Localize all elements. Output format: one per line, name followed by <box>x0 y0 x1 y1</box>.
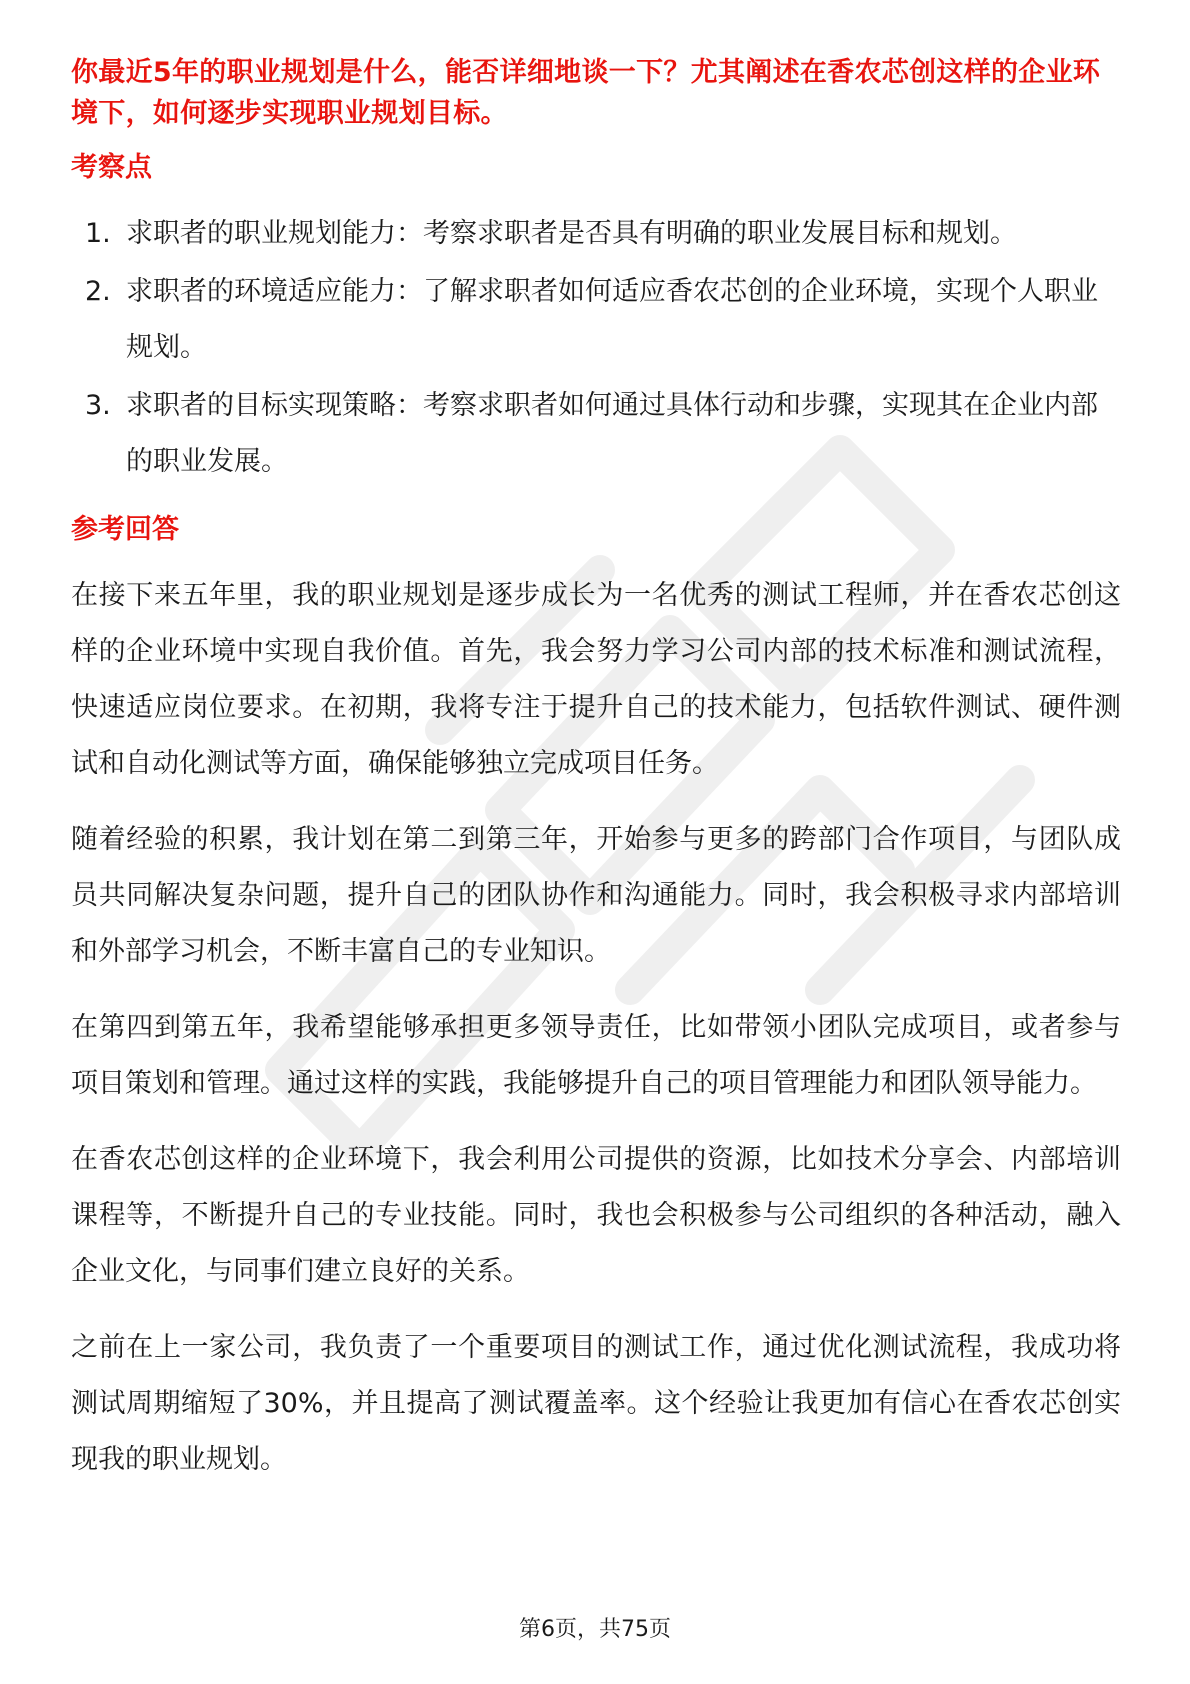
list-item-number: 3. <box>85 390 111 421</box>
answer-body <box>71 568 1121 1488</box>
points-list <box>71 206 1121 490</box>
answer-paragraph: 在香农芯创这样的企业环境下，我会利用公司提供的资源，比如技术分享会、内部培训课程等，不断提升自己的专业技能。同时，我也会积极参与公司组织的各种活动，融入企业文化，与同事们建立良好的关系。 <box>71 1144 1121 1287</box>
list-item-number: 1. <box>85 218 111 249</box>
question-title: 你最近5年的职业规划是什么，能否详细地谈一下？尤其阐述在香农芯创这样的企业环境下，如何逐步实现职业规划目标。 <box>71 57 1101 129</box>
answer-paragraph: 在第四到第五年，我希望能够承担更多领导责任，比如带领小团队完成项目，或者参与项目策划和管理。通过这样的实践，我能够提升自己的项目管理能力和团队领导能力。 <box>71 1012 1121 1099</box>
answer-paragraph: 随着经验的积累，我计划在第二到第三年，开始参与更多的跨部门合作项目，与团队成员共同解决复杂问题，提升自己的团队协作和沟通能力。同时，我会积极寻求内部培训和外部学习机会，不断丰富自己的专业知识。 <box>71 824 1121 967</box>
page-footer: 第6页，共75页 <box>519 1617 671 1642</box>
list-item <box>71 378 1121 490</box>
points-heading: 考察点 <box>71 152 152 183</box>
answer-heading: 参考回答 <box>71 514 179 545</box>
answer-paragraph: 在接下来五年里，我的职业规划是逐步成长为一名优秀的测试工程师，并在香农芯创这样的企业环境中实现自我价值。首先，我会努力学习公司内部的技术标准和测试流程，快速适应岗位要求。在初期，我将专注于提升自己的技术能力，包括软件测试、硬件测试和自动化测试等方面，确保能够独立完成项目任务。 <box>71 580 1121 779</box>
list-item <box>71 206 1121 262</box>
page-content <box>71 52 1121 1488</box>
list-item-text: 求职者的环境适应能力：了解求职者如何适应香农芯创的企业环境，实现个人职业规划。 <box>126 276 1098 363</box>
list-item <box>71 264 1121 376</box>
list-item-text: 求职者的目标实现策略：考察求职者如何通过具体行动和步骤，实现其在企业内部的职业发展。 <box>126 390 1098 477</box>
list-item-number: 2. <box>85 276 111 307</box>
answer-paragraph: 之前在上一家公司，我负责了一个重要项目的测试工作，通过优化测试流程，我成功将测试周期缩短了30%，并且提高了测试覆盖率。这个经验让我更加有信心在香农芯创实现我的职业规划。 <box>71 1332 1121 1475</box>
list-item-text: 求职者的职业规划能力：考察求职者是否具有明确的职业发展目标和规划。 <box>126 218 1017 249</box>
